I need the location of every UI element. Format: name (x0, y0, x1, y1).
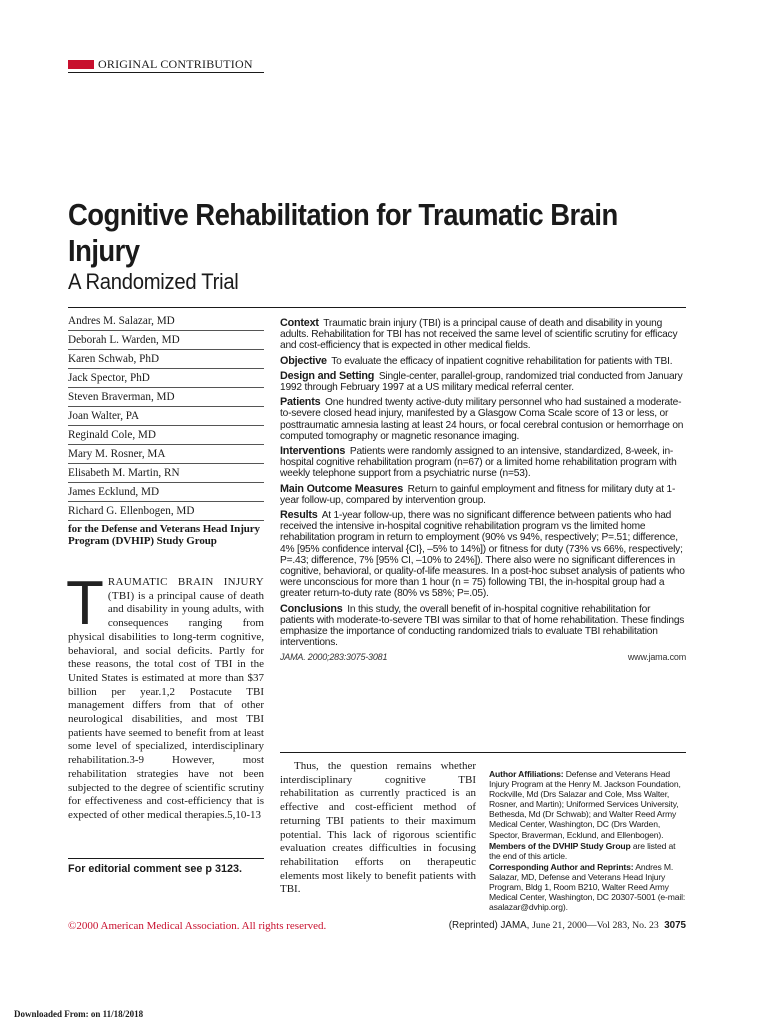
author-affiliations (489, 769, 687, 913)
abstract-heading: Patients (280, 396, 321, 409)
abstract-heading: Conclusions (280, 602, 343, 615)
abstract-heading: Main Outcome Measures (280, 482, 404, 495)
abstract-text: Traumatic brain injury (TBI) is a principal cause of death and disability in young adults. Rehabilitation for TBI has not received the same level of scientific scrutiny for efficacy and cost-efficiency that is expected in other medical fields. (280, 318, 678, 352)
abstract-heading: Context (280, 317, 319, 329)
author: Richard G. Ellenbogen, MD (68, 502, 264, 521)
abstract-text: Return to gainful employment and fitness for military duty at 1-year follow-up, compared by intervention group. (280, 483, 676, 506)
members-heading: Members of the DVHIP Study Group (489, 840, 631, 851)
citation: JAMA. 2000;283:3075-3081 (280, 652, 388, 663)
abstract-heading: Results (280, 509, 318, 522)
abstract-heading: Objective (280, 354, 327, 367)
journal-link[interactable]: www.jama.com (627, 652, 686, 663)
author-list (68, 312, 264, 547)
affiliations-text: Defense and Veterans Head Injury Program at the Henry M. Jackson Foundation, Rockville, Md (Drs Salazar and Cole, Mss Walter, Rosner, and Martin); Uniformed Services University, Bethesda, Md (Dr Schwab); and Walter Reed Army Medical Center, Washington, DC (Drs Warden, Spector, Braverman, Ecklund, and Ellenbogen). (489, 769, 681, 840)
abstract-text: Patients were randomly assigned to an intensive, standardized, 8-week, in-hospital cognitive rehabilitation program (n=67) or a limited home rehabilitation program with weekly telephone support from a psychiatric nurse (n=53). (280, 446, 677, 480)
author: Steven Braverman, MD (68, 388, 264, 407)
author: Joan Walter, PA (68, 407, 264, 426)
abstract-text: At 1-year follow-up, there was no significant difference between patients who had received the intensive in-hospital cognitive rehabilitation program vs the limited home rehabilitation program in return to employment (90% vs 94%, respectively; P=.51; difference, 4% [95% confidence interval {CI}, –5% to 14%]) or fitness for duty (73% vs 66%, respectively; P=.43; difference, 7% [95% CI, –10% to 24%]). There also were no significant differences in cognitive, behavioral, or quality-of-life measures. In a post-hoc subset analysis of patients who were unconscious for more than 1 hour (n = 75) following TBI, the in-hospital group had a greater return-to-duty rate (80% vs 58%; P=.05). (280, 510, 685, 600)
editorial-comment: For editorial comment see p 3123. (68, 863, 243, 875)
reprinted-label: (Reprinted) JAMA, (448, 920, 530, 931)
author: Reginald Cole, MD (68, 426, 264, 445)
members-text: are listed at the end of this article. (489, 840, 676, 861)
correspondence-heading: Corresponding Author and Reprints: (489, 861, 634, 872)
correspondence-paragraph (489, 862, 687, 912)
article-title: Cognitive Rehabilitation for Traumatic Brain Injury (68, 198, 618, 268)
affiliations-heading: Author Affiliations: (489, 769, 564, 779)
members-paragraph (489, 841, 687, 861)
copyright: ©2000 American Medical Association. All rights reserved. (68, 920, 327, 932)
correspondence-text: Andres M. Salazar, MD, Defense and Veterans Head Injury Program, Bldg 1, Room B210, Walter Reed Army Medical Center, Washington, DC 20307-5001 (e-mail: asalazar@dvhip.org). (489, 861, 686, 913)
abstract-text: Single-center, parallel-group, randomized trial conducted from January 1992 through February 1997 at a US military medical referral center. (280, 370, 683, 394)
author: Deborah L. Warden, MD (68, 331, 264, 350)
title-rule (68, 307, 686, 308)
author: Elisabeth M. Martin, RN (68, 464, 264, 483)
section-rule (68, 72, 264, 73)
body-middle-column: Thus, the question remains whether interdisciplinary cognitive TBI rehabilitation as currently practiced is an effective and cost-efficient method of returning TBI patients to their maximum potential. This lack of rigorous scientific evaluation creates difficulties in focusing rehabilitation efforts on therapeutic elements most likely to benefit patients with TBI. (280, 760, 476, 896)
article-subtitle: A Randomized Trial (68, 269, 239, 294)
body-left-column (66, 569, 265, 823)
citation-row (280, 652, 686, 663)
abstract-heading: Interventions (280, 445, 346, 458)
author: Andres M. Salazar, MD (68, 312, 264, 331)
folio (449, 920, 686, 931)
editorial-rule (68, 858, 264, 859)
abstract-patients (280, 397, 686, 442)
body-text: is a principal cause of death and disability in young adults, with consequences ranging from physical disabilities to long-term cognitive, behavioral, and social deficits. Partly for these reasons, the total cost of TBI in the United States is estimated at more than $37 billion per year.1,2 Postacute TBI management differs from that of other neurological disabilities, and most TBI patients have seemed to benefit from at least some level of specialized, interdisciplinary rehabilitation.3-9 However, most rehabilitation strategies have not been subjected to the degree of scientific scrutiny for effectiveness and cost-efficiency that is expected of other medical therapies.5,10-13 (68, 589, 265, 821)
section-color-bar (68, 60, 94, 69)
abstract-text: One hundred twenty active-duty military personnel who had sustained a moderate-to-severe closed head injury, manifested by a Glasgow Coma Scale score of 13 or less, or posttraumatic amnesia lasting at least 24 hours, or focal cerebral contusion or hemorrhage on computed tomography or magnetic resonance imaging. (280, 397, 684, 442)
issue-info: June 21, 2000—Vol 283, No. 23 (532, 920, 659, 931)
author: Mary M. Rosner, MA (68, 445, 264, 464)
abstract-context (280, 318, 686, 352)
author: Karen Schwab, PhD (68, 350, 264, 369)
abstract-conclusions (280, 604, 686, 649)
author: James Ecklund, MD (68, 483, 264, 502)
abstract-outcomes (280, 484, 686, 506)
abstract-objective (280, 356, 686, 367)
affiliations-paragraph (489, 769, 687, 840)
abstract-text: To evaluate the efficacy of inpatient cognitive rehabilitation for patients with TBI. (331, 355, 673, 367)
download-stamp: Downloaded From: on 11/18/2018 (14, 1009, 144, 1019)
abstract-results (280, 510, 686, 600)
study-group-note: for the Defense and Veterans Head Injury Program (DVHIP) Study Group (68, 523, 260, 547)
drop-cap: T (66, 569, 104, 638)
author: Jack Spector, PhD (68, 369, 264, 388)
lead-in: RAUMATIC BRAIN INJURY (TBI) (107, 576, 264, 602)
abstract-interventions (280, 446, 686, 480)
section-label: ORIGINAL CONTRIBUTION (98, 57, 253, 71)
abstract-text: In this study, the overall benefit of in-hospital cognitive rehabilitation for patients with moderate-to-severe TBI was similar to that of home rehabilitation. These findings emphasize the importance of conducting randomized trials to evaluate TBI rehabilitation interventions. (280, 603, 685, 649)
abstract (280, 318, 686, 664)
abstract-heading: Design and Setting (280, 369, 375, 382)
abstract-rule (280, 752, 686, 753)
page-number: 3075 (664, 920, 686, 931)
abstract-design (280, 371, 686, 393)
